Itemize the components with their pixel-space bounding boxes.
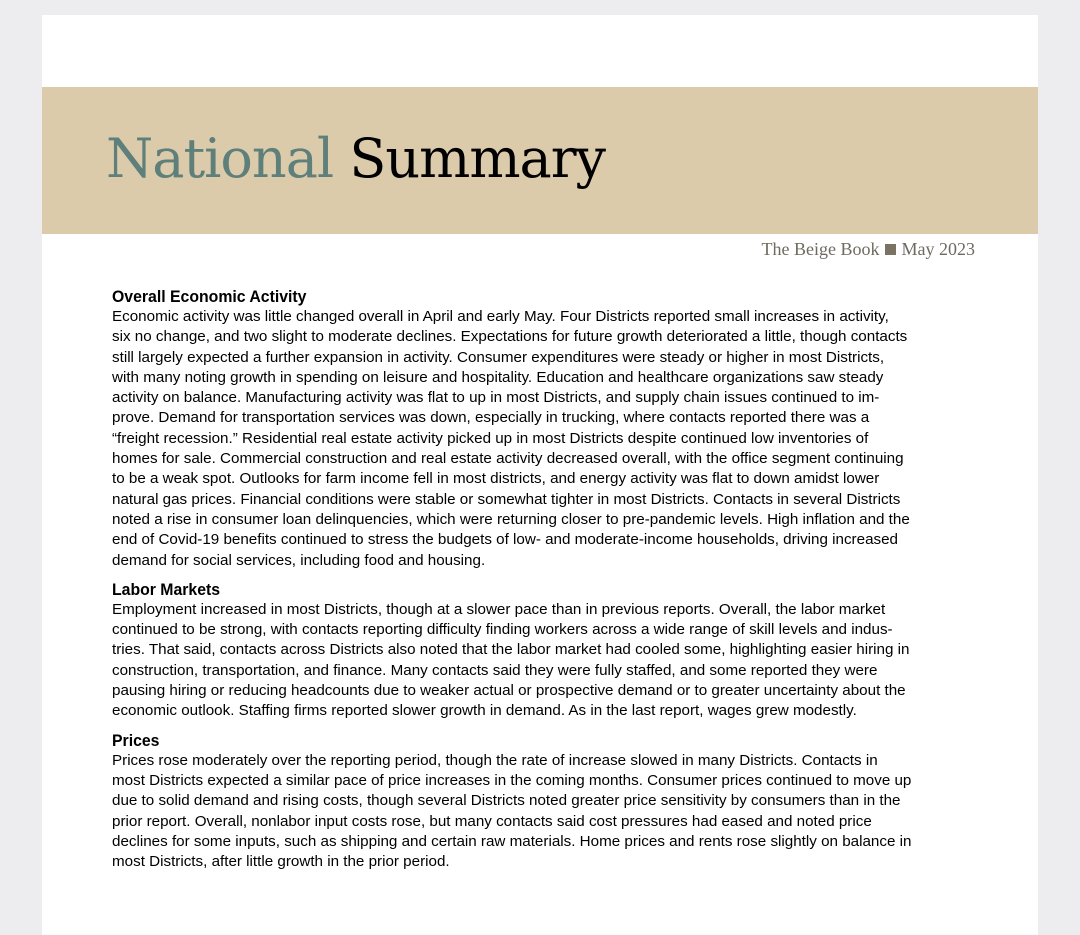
document-body [112, 287, 1012, 881]
paragraph-line: construction, transportation, and finance. Many contacts said they were fully staffed, and some reported they were [112, 661, 878, 679]
paragraph-line: activity on balance. Manufacturing activity was flat to up in most Districts, and supply chain issues continued to im- [112, 389, 880, 407]
paragraph-line: economic outlook. Staffing firms reported slower growth in demand. As in the last report, wages grew modestly. [112, 702, 857, 720]
paragraph-line: due to solid demand and rising costs, though several Districts noted greater price sensitivity by consumers than in the [112, 792, 901, 810]
paragraph-line: prior report. Overall, nonlabor input costs rose, but many contacts said cost pressures had eased and noted price [112, 812, 872, 830]
section-overall-economic-activity [112, 287, 1012, 571]
paragraph-line: continued to be strong, with contacts reporting difficulty finding workers across a wide range of skill levels and indus- [112, 621, 893, 639]
title-banner [42, 87, 1038, 234]
paragraph-line: homes for sale. Commercial construction and real estate activity decreased overall, with the office segment continuing [112, 450, 904, 468]
paragraph-line: Prices rose moderately over the reporting period, though the rate of increase slowed in many Districts. Contacts in [112, 751, 878, 769]
paragraph-line: pausing hiring or reducing headcounts due to weaker actual or prospective demand or to greater uncertainty about the [112, 682, 906, 700]
paragraph-line: with many noting growth in spending on leisure and hospitality. Education and healthcare organizations saw steady [112, 368, 884, 386]
paragraph-line: noted a rise in consumer loan delinquencies, which were returning closer to pre-pandemic levels. High inflation and the [112, 510, 910, 528]
section-prices [112, 731, 1012, 873]
paragraph-line: end of Covid-19 benefits continued to stress the budgets of low- and moderate-income households, driving increased [112, 531, 898, 549]
paragraph-line: most Districts expected a similar pace of price increases in the coming months. Consumer prices continued to move up [112, 771, 912, 789]
section-labor-markets [112, 580, 1012, 722]
paragraph-line: tries. That said, contacts across Districts also noted that the labor market had cooled some, highlighting easier hiring in [112, 641, 910, 659]
paragraph-line: natural gas prices. Financial conditions were stable or somewhat tighter in most Districts. Contacts in several Districts [112, 490, 901, 508]
publication-date: May 2023 [901, 239, 975, 259]
paragraph-line: six no change, and two slight to moderate declines. Expectations for future growth deteriorated a little, though contacts [112, 328, 908, 346]
square-separator-icon [885, 244, 896, 255]
paragraph-line: Economic activity was little changed overall in April and early May. Four Districts reported small increases in activity, [112, 308, 889, 325]
paragraph-line: still largely expected a further expansion in activity. Consumer expenditures were steady or higher in most Districts, [112, 348, 885, 366]
paragraph-line: prove. Demand for transportation services was down, especially in trucking, where contacts reported there was a [112, 409, 870, 427]
section-heading: Labor Markets [112, 579, 221, 599]
paragraph-line: to be a weak spot. Outlooks for farm income fell in most districts, and energy activity was flat to down amidst lower [112, 470, 880, 488]
document-page [42, 15, 1038, 935]
publication-line [762, 239, 975, 260]
paragraph-line: Employment increased in most Districts, though at a slower pace than in previous reports. Overall, the labor market [112, 600, 886, 618]
section-heading: Overall Economic Activity [112, 287, 307, 306]
paragraph-line: demand for social services, including food and housing. [112, 551, 486, 569]
paragraph-line: most Districts, after little growth in the prior period. [112, 853, 450, 871]
paragraph-line: declines for some inputs, such as shipping and certain raw materials. Home prices and rents rose slightly on balance in [112, 832, 912, 850]
section-heading: Prices [112, 730, 160, 750]
paragraph-line: “freight recession.” Residential real estate activity picked up in most Districts despite continued low inventories of [112, 429, 869, 447]
page-title: National Summary [106, 127, 606, 190]
publication-name: The Beige Book [761, 239, 880, 259]
